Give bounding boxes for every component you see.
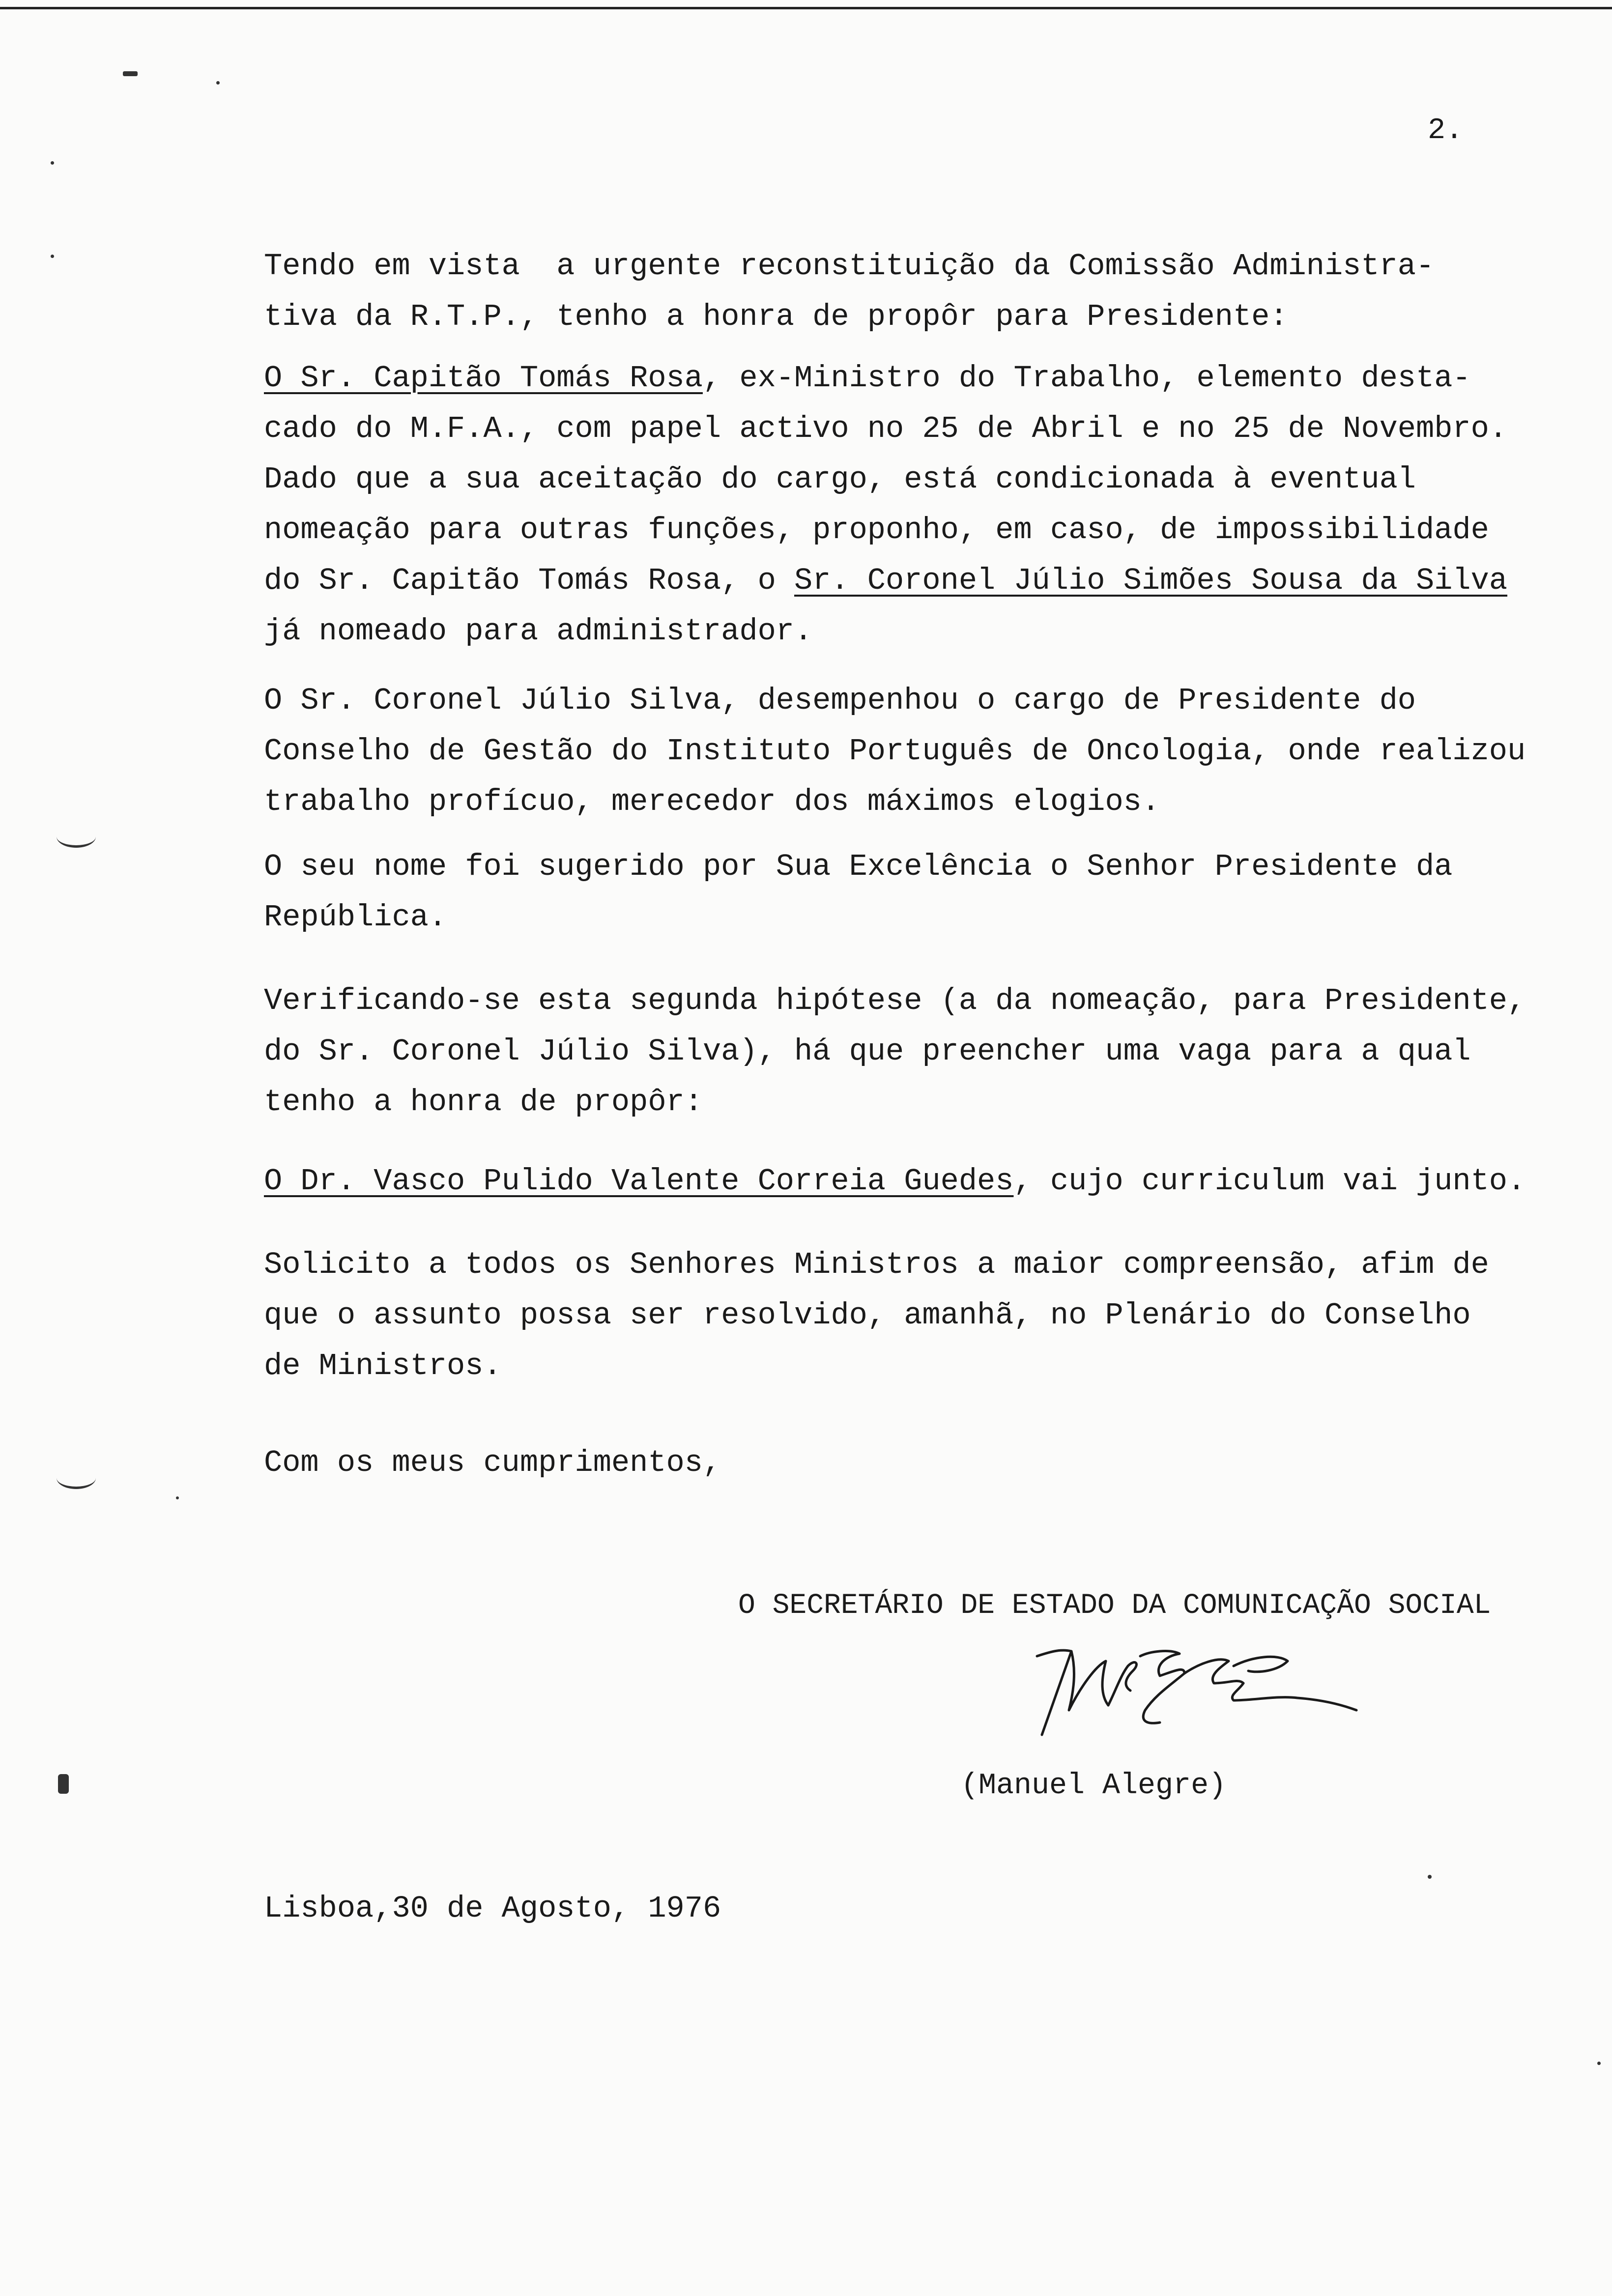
nominee-name-underlined: Sr. Coronel Júlio Simões Sousa da Silva [794,563,1508,598]
paragraph-tomas-rosa [264,353,1507,657]
text-line: de Ministros. [264,1349,502,1383]
text-line: trabalho profícuo, merecedor dos máximos elogios. [264,784,1160,819]
scan-speck [1597,2062,1601,2065]
scan-mark [57,826,96,848]
text-line: Dado que a sua aceitação do cargo, está condicionada à eventual [264,462,1416,497]
scan-speck [51,161,54,165]
text-line: tiva da R.T.P., tenho a honra de propôr para Presidente: [264,299,1288,334]
signatory-title: O SECRETÁRIO DE ESTADO DA COMUNICAÇÃO SOCIAL [738,1590,1491,1622]
text-line: Verificando-se esta segunda hipótese (a da nomeação, para Presidente, [264,983,1526,1018]
text-line: , cujo curriculum vai junto. [1013,1164,1526,1199]
text-line: República. [264,900,447,935]
text-line: O seu nome foi sugerido por Sua Excelência o Senhor Presidente da [264,849,1453,884]
text-line: nomeação para outras funções, proponho, em caso, de impossibilidade [264,513,1489,547]
scan-speck [176,1496,179,1499]
text-line: Com os meus cumprimentos, [264,1445,721,1480]
paragraph-hipotese [264,976,1526,1127]
text-line: Solicito a todos os Senhores Ministros a maior compreensão, afim de [264,1247,1489,1282]
place-and-date: Lisboa,30 de Agosto, 1976 [264,1891,721,1926]
text-line: do Sr. Coronel Júlio Silva), há que preencher uma vaga para a qual [264,1034,1471,1069]
scan-speck [51,255,54,258]
paragraph-vasco-pulido [264,1156,1526,1206]
text-line: Tendo em vista a urgente reconstituição da Comissão Administra- [264,249,1435,284]
paragraph-sugerido [264,841,1452,943]
paragraph-cumprimentos [264,1437,721,1488]
scan-speck [216,81,220,85]
text-line: tenho a honra de propôr: [264,1085,703,1119]
nominee-name-underlined: O Dr. Vasco Pulido Valente Correia Guedes [264,1164,1014,1199]
nominee-name-underlined: O Sr. Capitão Tomás Rosa [264,361,703,396]
scan-speck [123,71,138,76]
text-line: do Sr. Capitão Tomás Rosa, o [264,563,794,598]
text-line: que o assunto possa ser resolvido, amanhã, no Plenário do Conselho [264,1298,1471,1333]
scan-mark [57,1467,96,1489]
scan-speck [1428,1875,1432,1879]
paragraph-coronel-silva [264,675,1526,827]
text-line: Conselho de Gestão do Instituto Português de Oncologia, onde realizou [264,734,1526,769]
handwritten-signature-icon [1022,1636,1396,1750]
signatory-name: (Manuel Alegre) [961,1769,1227,1803]
text-line: cado do M.F.A., com papel activo no 25 de Abril e no 25 de Novembro. [264,411,1508,446]
scan-speck [58,1774,69,1794]
page-number: 2. [1428,114,1464,147]
text-line: O Sr. Coronel Júlio Silva, desempenhou o cargo de Presidente do [264,683,1416,718]
paragraph-solicito [264,1239,1489,1391]
text-line: , ex-Ministro do Trabalho, elemento desta- [702,361,1471,396]
text-line: já nomeado para administrador. [264,614,813,649]
top-border-line [0,7,1612,9]
paragraph-intro [264,241,1434,342]
